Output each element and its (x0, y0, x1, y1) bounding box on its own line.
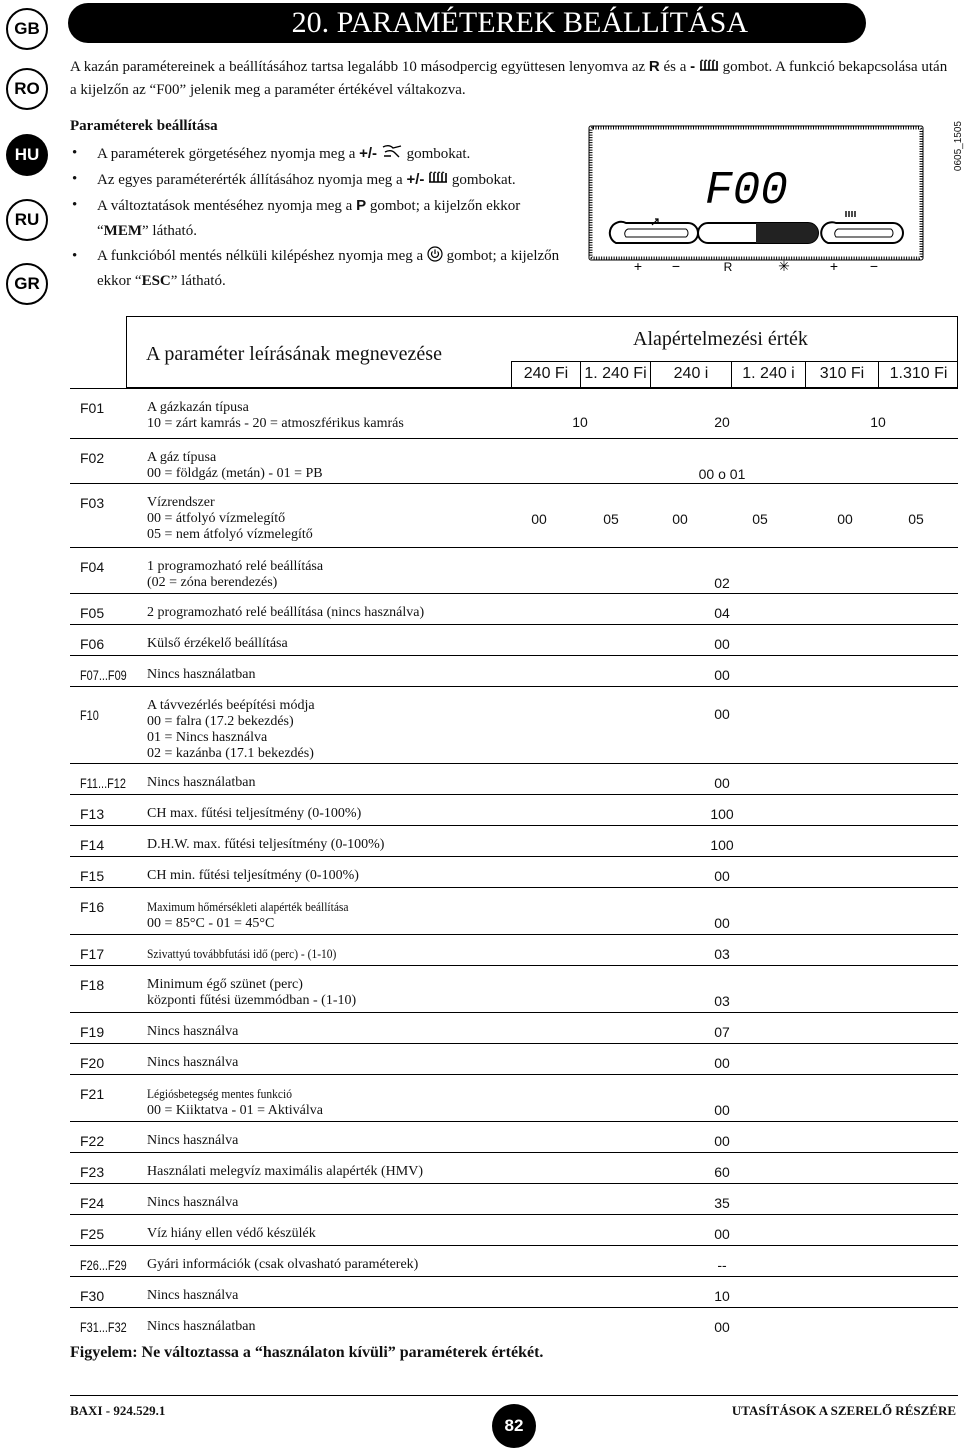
parameter-description (147, 1164, 577, 1180)
default-value: 10 (572, 414, 588, 430)
section-title-bar (68, 3, 866, 43)
scroll-button[interactable] (610, 222, 698, 243)
plus-mark: + (829, 258, 839, 274)
parameter-description (147, 868, 577, 884)
parameter-code: F06 (80, 636, 105, 652)
table-row (70, 1012, 958, 1044)
default-value: 04 (714, 605, 730, 621)
table-row (70, 686, 958, 764)
default-value: 00 (837, 511, 853, 527)
parameter-code: F11...F12 (80, 775, 126, 791)
figure-code: 0605_1505 (953, 121, 964, 172)
parameter-description (147, 1257, 577, 1273)
radiator-icon (699, 58, 719, 72)
default-value: 100 (710, 837, 734, 853)
parameter-code: F02 (80, 450, 105, 466)
table-row (70, 483, 958, 548)
parameter-code: F30 (80, 1288, 105, 1304)
parameter-description (147, 1319, 577, 1335)
table-row (70, 763, 958, 795)
description-line: Légiósbetegség mentes funkció (147, 1087, 292, 1101)
table-row (70, 934, 958, 966)
description-line: Maximum hőmérsékleti alapérték beállítása (147, 900, 349, 914)
parameter-code: F05 (80, 605, 105, 621)
default-value: 05 (752, 511, 768, 527)
parameter-code: F26...F29 (80, 1257, 127, 1273)
default-value: 100 (710, 806, 734, 822)
description-header: A paraméter leírásának megnevezése (146, 343, 442, 365)
parameter-code: F04 (80, 559, 105, 575)
default-value: -- (717, 1257, 727, 1273)
description-line: 05 = nem átfolyó vízmelegítő (147, 527, 313, 542)
description-line: 00 = átfolyó vízmelegítő (147, 511, 286, 526)
parameter-description (147, 400, 577, 432)
minus-key-label: - (690, 58, 696, 75)
model-header: 1. 240 Fi (580, 362, 650, 388)
table-row (70, 794, 958, 826)
parameter-code: F17 (80, 946, 105, 962)
parameter-code: F19 (80, 1024, 105, 1040)
default-value: 00 (672, 511, 688, 527)
description-line: Vízrendszer (147, 495, 215, 510)
tap-icon (381, 143, 403, 159)
language-label: GR (14, 274, 40, 293)
parameter-description (147, 977, 577, 1009)
language-tab-ru[interactable] (6, 199, 48, 241)
table-row (70, 1121, 958, 1153)
default-header: Alapértelmezési érték (633, 328, 808, 350)
list-item (70, 193, 570, 244)
divider (70, 1395, 958, 1396)
language-tab-gr[interactable] (6, 263, 48, 305)
esc-label: ESC (141, 273, 171, 289)
table-row (70, 1074, 958, 1122)
parameter-code: F21 (80, 1086, 105, 1102)
intro-text: gombot. A funkció bekapcsolása után a kijelzőn az “F00” jelenik meg a paraméter értékével váltakozva. (70, 59, 948, 98)
default-value: 00 (714, 915, 730, 931)
description-line: 00 = földgáz (metán) - 01 = PB (147, 466, 323, 481)
bullet-text: gombot; a kijelzőn ekkor “ (97, 198, 521, 239)
bullet-text: gombot; a kijelzőn ekkor “ (97, 248, 560, 289)
default-value: 60 (714, 1164, 730, 1180)
parameter-code: F14 (80, 837, 105, 853)
description-line: Gyári információk (csak olvasható paraméterek) (147, 1257, 419, 1272)
description-line: 10 = zárt kamrás - 20 = atmoszférikus kamrás (147, 416, 404, 431)
footer-doc-number: BAXI - 924.529.1 (70, 1403, 166, 1418)
model-header: 1. 240 i (731, 362, 805, 388)
parameter-description (147, 667, 577, 683)
parameter-code: F03 (80, 495, 105, 511)
description-line: 2 programozható relé beállítása (nincs használva) (147, 605, 425, 620)
bullet-text: gombokat. (406, 146, 471, 162)
table-row (70, 825, 958, 857)
description-line: Nincs használva (147, 1024, 239, 1039)
table-row (70, 1307, 958, 1338)
description-line: 00 = falra (17.2 bekezdés) (147, 714, 294, 729)
table-row (70, 593, 958, 625)
description-line: Szivattyú továbbfutási idő (perc) - (1-10) (147, 947, 337, 961)
bullet-text: ” látható. (170, 273, 226, 289)
default-value: 03 (714, 946, 730, 962)
radiator-icon (846, 211, 855, 217)
intro-paragraph (70, 55, 955, 102)
parameter-code: F07...F09 (80, 667, 127, 683)
parameter-description (147, 1226, 577, 1242)
language-label: RO (14, 79, 40, 98)
plus-minus-key-label: +/- (406, 171, 425, 188)
description-line: Külső érzékelő beállítása (147, 636, 288, 651)
plus-mark: + (633, 258, 643, 274)
table-row (70, 438, 958, 484)
language-label: GB (14, 19, 40, 38)
default-value: 00 (714, 1226, 730, 1242)
power-icon (427, 246, 443, 262)
model-header: 1.310 Fi (878, 362, 958, 388)
intro-text: és a (659, 59, 691, 75)
default-value: 00 (714, 667, 730, 683)
parameter-description (147, 1195, 577, 1211)
page-title: 20. PARAMÉTEREK BEÁLLÍTÁSA (291, 6, 748, 39)
parameter-code: F25 (80, 1226, 105, 1242)
display-screen-text: F00 (705, 165, 788, 217)
description-line: Nincs használva (147, 1195, 239, 1210)
table-row (70, 1152, 958, 1184)
r-mark: R (723, 260, 733, 274)
default-value: 07 (714, 1024, 730, 1040)
description-line: (02 = zóna berendezés) (147, 575, 278, 590)
language-label: HU (14, 145, 40, 164)
minus-mark: − (869, 258, 879, 274)
description-line: 01 = Nincs használva (147, 730, 268, 745)
description-line: Minimum égő szünet (perc) (147, 977, 303, 992)
language-tab-hu[interactable] (6, 134, 48, 176)
description-line: 1 programozható relé beállítása (147, 559, 324, 574)
warning-note: Figyelem: Ne változtassa a “használaton kívüli” paraméterek értékét. (70, 1344, 544, 1361)
bullet-text: A változtatások mentéséhez nyomja meg a (97, 198, 357, 214)
list-item (70, 141, 570, 167)
model-header: 240 i (650, 362, 731, 388)
settings-title: Paraméterek beállítása (70, 118, 218, 134)
parameter-code: F16 (80, 899, 105, 915)
parameter-code: F31...F32 (80, 1319, 127, 1335)
parameter-description (147, 1288, 577, 1304)
footer-title: UTASÍTÁSOK A SZERELŐ RÉSZÉRE (731, 1403, 956, 1418)
parameter-code: F01 (80, 400, 105, 416)
description-line: 00 = Kiiktatva - 01 = Aktiválva (147, 1103, 323, 1118)
description-line: Nincs használatban (147, 667, 256, 682)
language-tab-ro[interactable] (6, 68, 48, 110)
language-tab-gb[interactable] (6, 8, 48, 50)
default-value: 02 (714, 575, 730, 591)
p-key-label: P (356, 197, 367, 214)
default-value: 00 (714, 1133, 730, 1149)
description-line: CH max. fűtési teljesítmény (0-100%) (147, 806, 362, 821)
description-line: központi fűtési üzemmódban - (1-10) (147, 993, 357, 1008)
bullet-text: A paraméterek görgetéséhez nyomja meg a (97, 146, 360, 162)
parameter-description (147, 899, 577, 932)
default-value: 00 (714, 1319, 730, 1335)
minus-mark: − (671, 258, 681, 274)
parameter-description (147, 698, 577, 762)
parameter-code: F24 (80, 1195, 105, 1211)
parameter-description (147, 1086, 577, 1119)
r-key-label: R (648, 58, 660, 75)
parameter-description (147, 1055, 577, 1071)
parameter-description (147, 605, 577, 621)
language-label: RU (14, 210, 40, 229)
default-value: 20 (714, 414, 730, 430)
table-row (70, 547, 958, 594)
table-row (70, 965, 958, 1013)
parameter-description (147, 450, 577, 482)
default-value: 00 (714, 706, 730, 722)
parameter-code: F18 (80, 977, 105, 993)
parameter-description (147, 946, 577, 963)
description-line: 02 = kazánba (17.1 bekezdés) (147, 746, 314, 761)
list-item (70, 244, 570, 294)
description-line: Nincs használva (147, 1288, 239, 1303)
table-row (70, 1183, 958, 1215)
description-line: D.H.W. max. fűtési teljesítmény (0-100%) (147, 837, 385, 852)
list-item (70, 167, 570, 193)
default-value: 03 (714, 993, 730, 1009)
parameter-code: F15 (80, 868, 105, 884)
model-header-row (511, 362, 958, 388)
default-value: 05 (603, 511, 619, 527)
bullet-text: gombokat. (451, 172, 516, 188)
radiator-icon (428, 169, 448, 185)
default-value: 00 (714, 775, 730, 791)
mem-label: MEM (103, 223, 142, 239)
table-row (70, 624, 958, 656)
description-line: CH min. fűtési teljesítmény (0-100%) (147, 868, 359, 883)
page-number: 82 (492, 1404, 536, 1448)
description-line: Nincs használatban (147, 775, 256, 790)
default-value: 00 (714, 868, 730, 884)
description-line: A gázkazán típusa (147, 400, 249, 415)
default-value: 05 (908, 511, 924, 527)
description-line: Nincs használva (147, 1055, 239, 1070)
asterisk-mark: ✳ (778, 258, 790, 274)
table-row (70, 1276, 958, 1308)
default-value: 00 (714, 636, 730, 652)
default-value: 00 (714, 1055, 730, 1071)
parameter-description (147, 806, 577, 822)
parameter-code: F13 (80, 806, 105, 822)
table-row (70, 1043, 958, 1075)
table-row (70, 655, 958, 687)
bullet-text: A funkcióból mentés nélküli kilépéshez nyomja meg a (97, 248, 427, 264)
model-header: 310 Fi (805, 362, 878, 388)
model-header: 240 Fi (511, 362, 580, 388)
bullet-text: ” látható. (142, 223, 197, 239)
table-row (70, 1245, 958, 1277)
control-panel-illustration (588, 125, 926, 285)
bullet-text: Az egyes paraméterérték állításához nyomja meg a (97, 172, 407, 188)
parameter-code: F10 (80, 707, 99, 723)
parameter-description (147, 837, 577, 853)
parameter-description (147, 1024, 577, 1040)
table-row (70, 887, 958, 935)
parameter-code: F22 (80, 1133, 105, 1149)
description-line: A távvezérlés beépítési módja (147, 698, 315, 713)
default-value: 00 (714, 1102, 730, 1118)
r-button[interactable] (698, 223, 818, 243)
parameter-code: F20 (80, 1055, 105, 1071)
parameter-code: F23 (80, 1164, 105, 1180)
plus-minus-key-label: +/- (359, 145, 378, 162)
intro-text: A kazán paramétereinek a beállításához tartsa legalább 10 másodpercig együttesen lenyomva az (70, 59, 649, 75)
description-line: 00 = 85°C - 01 = 45°C (147, 916, 275, 931)
default-value: 00 (531, 511, 547, 527)
default-value: 00 o 01 (698, 466, 746, 482)
heating-button[interactable] (821, 222, 903, 243)
description-line: Nincs használva (147, 1133, 239, 1148)
parameter-description (147, 636, 577, 652)
description-line: Nincs használatban (147, 1319, 256, 1334)
default-value: 35 (714, 1195, 730, 1211)
table-row (70, 856, 958, 888)
description-line: Használati melegvíz maximális alapérték (HMV) (147, 1164, 424, 1179)
description-line: Víz hiány ellen védő készülék (147, 1226, 316, 1241)
description-line: A gáz típusa (147, 450, 217, 465)
settings-list (70, 141, 570, 294)
parameter-description (147, 1133, 577, 1149)
table-row (70, 388, 958, 439)
parameter-description (147, 775, 577, 791)
table-row (70, 1214, 958, 1246)
default-value: 10 (870, 414, 886, 430)
parameter-description (147, 559, 577, 591)
default-value: 10 (714, 1288, 730, 1304)
